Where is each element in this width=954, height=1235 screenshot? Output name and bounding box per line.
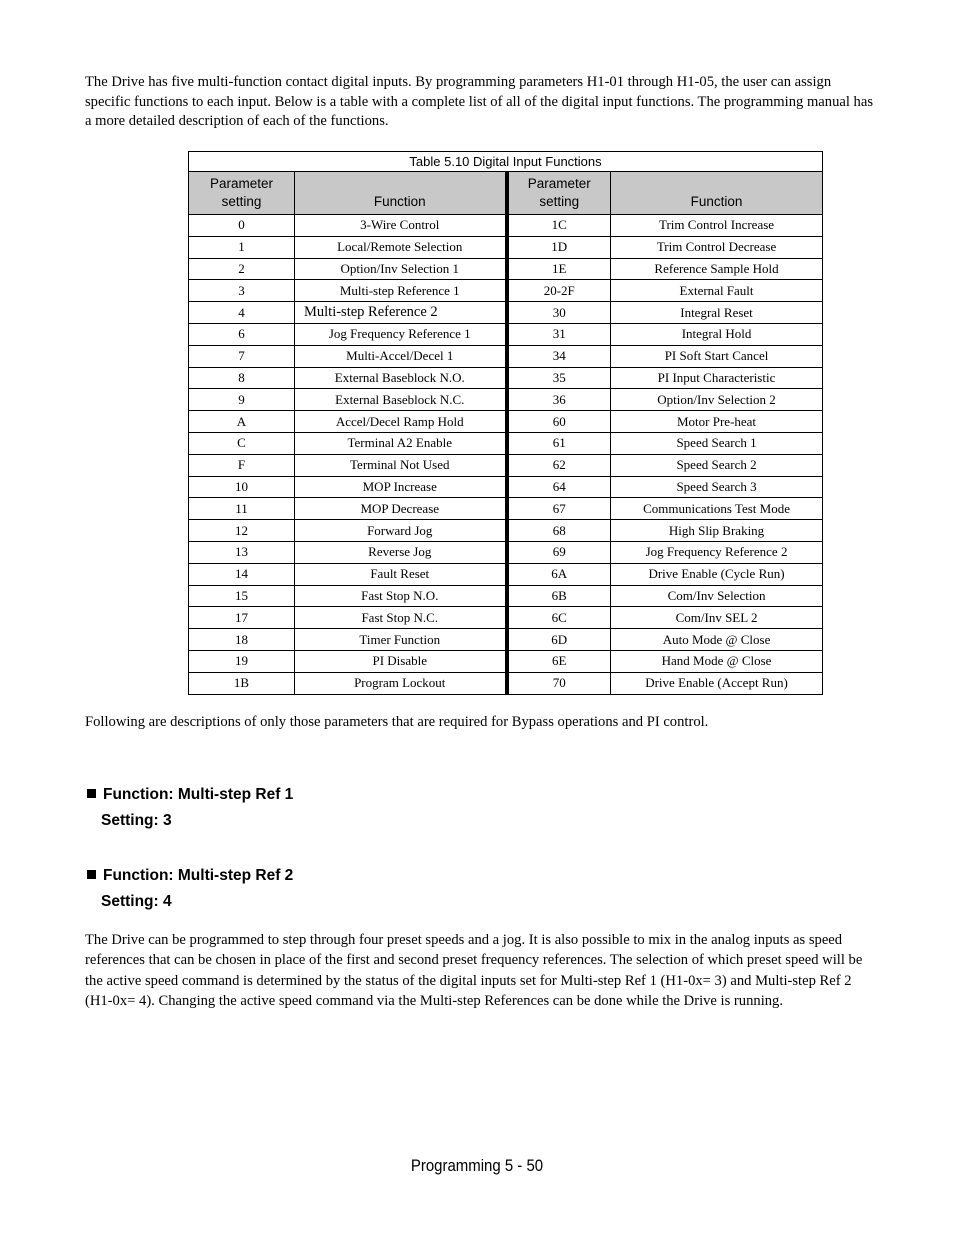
parameter-setting-cell: 36 bbox=[507, 389, 611, 411]
function-cell: MOP Increase bbox=[295, 476, 507, 498]
parameter-setting-cell: 6 bbox=[189, 323, 295, 345]
function-cell: Trim Control Decrease bbox=[611, 236, 823, 258]
parameter-setting-cell: 18 bbox=[189, 629, 295, 651]
parameter-setting-cell: 20-2F bbox=[507, 280, 611, 302]
function-cell: Option/Inv Selection 1 bbox=[295, 258, 507, 280]
table-row bbox=[189, 672, 823, 694]
table-row bbox=[189, 236, 823, 258]
function-cell: Fault Reset bbox=[295, 563, 507, 585]
function-cell: External Fault bbox=[611, 280, 823, 302]
function-cell: Fast Stop N.O. bbox=[295, 585, 507, 607]
table-row bbox=[189, 280, 823, 302]
function-cell: Fast Stop N.C. bbox=[295, 607, 507, 629]
function-cell: Multi-step Reference 1 bbox=[295, 280, 507, 302]
parameter-setting-cell: 60 bbox=[507, 411, 611, 433]
parameter-setting-cell: 3 bbox=[189, 280, 295, 302]
function-cell: Accel/Decel Ramp Hold bbox=[295, 411, 507, 433]
function-cell: Speed Search 3 bbox=[611, 476, 823, 498]
function-cell: Jog Frequency Reference 2 bbox=[611, 541, 823, 563]
function-cell: Terminal Not Used bbox=[295, 454, 507, 476]
function-cell: Motor Pre-heat bbox=[611, 411, 823, 433]
function-cell: Local/Remote Selection bbox=[295, 236, 507, 258]
function-cell: Drive Enable (Accept Run) bbox=[611, 672, 823, 694]
square-bullet-icon bbox=[87, 870, 96, 879]
parameter-setting-cell: 19 bbox=[189, 650, 295, 672]
parameter-setting-cell: 64 bbox=[507, 476, 611, 498]
parameter-setting-cell: 30 bbox=[507, 302, 611, 324]
function-cell: MOP Decrease bbox=[295, 498, 507, 520]
header-parameter-setting: Parameter setting bbox=[507, 172, 611, 215]
function-cell: Speed Search 2 bbox=[611, 454, 823, 476]
description-paragraph: The Drive can be programmed to step through four preset speeds and a jog. It is also possible to mix in the analog inputs as speed references that can be chosen in place of the first and second preset frequency references. The selection of which preset speed will be the active speed command is determined by the status of the digital inputs set for Multi-step Ref 1 (H1-0x= 3) and Multi-step Ref 2 (H1-0x= 4). Changing the active speed command via the Multi-step References can be done while the Drive is running. bbox=[85, 932, 863, 1009]
function-cell: Reverse Jog bbox=[295, 541, 507, 563]
square-bullet-icon bbox=[87, 789, 96, 798]
function-cell: Multi-step Reference 2 bbox=[295, 302, 507, 324]
parameter-setting-cell: 62 bbox=[507, 454, 611, 476]
page-footer: Programming 5 - 50 bbox=[410, 1156, 544, 1175]
parameter-setting-cell: 61 bbox=[507, 432, 611, 454]
function-cell: 3-Wire Control bbox=[295, 215, 507, 237]
function-cell: Drive Enable (Cycle Run) bbox=[611, 563, 823, 585]
function-cell: Com/Inv SEL 2 bbox=[611, 607, 823, 629]
parameter-setting-cell: 1B bbox=[189, 672, 295, 694]
digital-input-functions-table bbox=[188, 151, 823, 695]
parameter-setting-cell: 2 bbox=[189, 258, 295, 280]
function-cell: Communications Test Mode bbox=[611, 498, 823, 520]
parameter-setting-cell: 14 bbox=[189, 563, 295, 585]
function-label: Function: Multi-step Ref 2 bbox=[103, 867, 294, 884]
function-cell: PI Disable bbox=[295, 650, 507, 672]
table-row bbox=[189, 367, 823, 389]
function-cell: PI Input Characteristic bbox=[611, 367, 823, 389]
table-row bbox=[189, 345, 823, 367]
function-cell: High Slip Braking bbox=[611, 520, 823, 542]
parameter-setting-cell: 0 bbox=[189, 215, 295, 237]
function-cell: Speed Search 1 bbox=[611, 432, 823, 454]
parameter-setting-cell: 6B bbox=[507, 585, 611, 607]
function-cell: Integral Hold bbox=[611, 323, 823, 345]
table-row bbox=[189, 323, 823, 345]
parameter-setting-cell: 6E bbox=[507, 650, 611, 672]
function-label: Function: Multi-step Ref 1 bbox=[103, 786, 294, 803]
table-row bbox=[189, 389, 823, 411]
table-row bbox=[189, 411, 823, 433]
function-cell: Reference Sample Hold bbox=[611, 258, 823, 280]
function-cell: Jog Frequency Reference 1 bbox=[295, 323, 507, 345]
function-cell: Integral Reset bbox=[611, 302, 823, 324]
section-heading-multistep-ref-2 bbox=[87, 867, 293, 885]
parameter-setting-cell: 6A bbox=[507, 563, 611, 585]
table-row bbox=[189, 454, 823, 476]
table-row bbox=[189, 650, 823, 672]
parameter-setting-cell: F bbox=[189, 454, 295, 476]
function-cell: Hand Mode @ Close bbox=[611, 650, 823, 672]
parameter-setting-cell: C bbox=[189, 432, 295, 454]
table-body bbox=[189, 215, 823, 695]
function-cell: Com/Inv Selection bbox=[611, 585, 823, 607]
parameter-setting-cell: A bbox=[189, 411, 295, 433]
setting-label: Setting: 4 bbox=[101, 893, 172, 910]
section-heading-multistep-ref-1 bbox=[87, 786, 293, 804]
parameter-setting-cell: 34 bbox=[507, 345, 611, 367]
parameter-setting-cell: 15 bbox=[189, 585, 295, 607]
parameter-setting-cell: 10 bbox=[189, 476, 295, 498]
parameter-setting-cell: 70 bbox=[507, 672, 611, 694]
parameter-setting-cell: 1C bbox=[507, 215, 611, 237]
parameter-setting-cell: 9 bbox=[189, 389, 295, 411]
function-cell: Option/Inv Selection 2 bbox=[611, 389, 823, 411]
table-row bbox=[189, 607, 823, 629]
header-function: Function bbox=[611, 172, 823, 215]
table-row bbox=[189, 258, 823, 280]
parameter-setting-cell: 1D bbox=[507, 236, 611, 258]
setting-label: Setting: 3 bbox=[101, 812, 172, 829]
parameter-setting-cell: 17 bbox=[189, 607, 295, 629]
parameter-setting-cell: 68 bbox=[507, 520, 611, 542]
parameter-setting-cell: 67 bbox=[507, 498, 611, 520]
intro-paragraph: The Drive has five multi-function contact digital inputs. By programming parameters H1-01 through H1-05, the user can assign specific functions to each input. Below is a table with a complete list of all of the digital input functions. The programming manual has a more detailed description of each of the functions. bbox=[85, 74, 874, 129]
parameter-setting-cell: 69 bbox=[507, 541, 611, 563]
table-row bbox=[189, 498, 823, 520]
parameter-setting-cell: 1E bbox=[507, 258, 611, 280]
function-cell: Multi-Accel/Decel 1 bbox=[295, 345, 507, 367]
following-paragraph: Following are descriptions of only those parameters that are required for Bypass operations and PI control. bbox=[85, 714, 709, 730]
header-function: Function bbox=[295, 172, 507, 215]
parameter-setting-cell: 35 bbox=[507, 367, 611, 389]
table-row bbox=[189, 476, 823, 498]
function-cell: Forward Jog bbox=[295, 520, 507, 542]
parameter-setting-cell: 4 bbox=[189, 302, 295, 324]
table-row bbox=[189, 302, 823, 324]
function-cell: External Baseblock N.C. bbox=[295, 389, 507, 411]
function-cell: Program Lockout bbox=[295, 672, 507, 694]
function-cell: Terminal A2 Enable bbox=[295, 432, 507, 454]
function-cell: Trim Control Increase bbox=[611, 215, 823, 237]
table-row bbox=[189, 541, 823, 563]
table-row bbox=[189, 563, 823, 585]
parameter-setting-cell: 12 bbox=[189, 520, 295, 542]
table-row bbox=[189, 585, 823, 607]
table-row bbox=[189, 432, 823, 454]
table-row bbox=[189, 629, 823, 651]
parameter-setting-cell: 1 bbox=[189, 236, 295, 258]
parameter-setting-cell: 6D bbox=[507, 629, 611, 651]
parameter-setting-cell: 13 bbox=[189, 541, 295, 563]
header-parameter-setting: Parameter setting bbox=[189, 172, 295, 215]
table-caption: Table 5.10 Digital Input Functions bbox=[189, 152, 823, 172]
parameter-setting-cell: 7 bbox=[189, 345, 295, 367]
function-cell: External Baseblock N.O. bbox=[295, 367, 507, 389]
table-row bbox=[189, 520, 823, 542]
parameter-setting-cell: 11 bbox=[189, 498, 295, 520]
function-cell: PI Soft Start Cancel bbox=[611, 345, 823, 367]
table-row bbox=[189, 215, 823, 237]
parameter-setting-cell: 6C bbox=[507, 607, 611, 629]
function-cell: Timer Function bbox=[295, 629, 507, 651]
parameter-setting-cell: 31 bbox=[507, 323, 611, 345]
parameter-setting-cell: 8 bbox=[189, 367, 295, 389]
function-cell: Auto Mode @ Close bbox=[611, 629, 823, 651]
